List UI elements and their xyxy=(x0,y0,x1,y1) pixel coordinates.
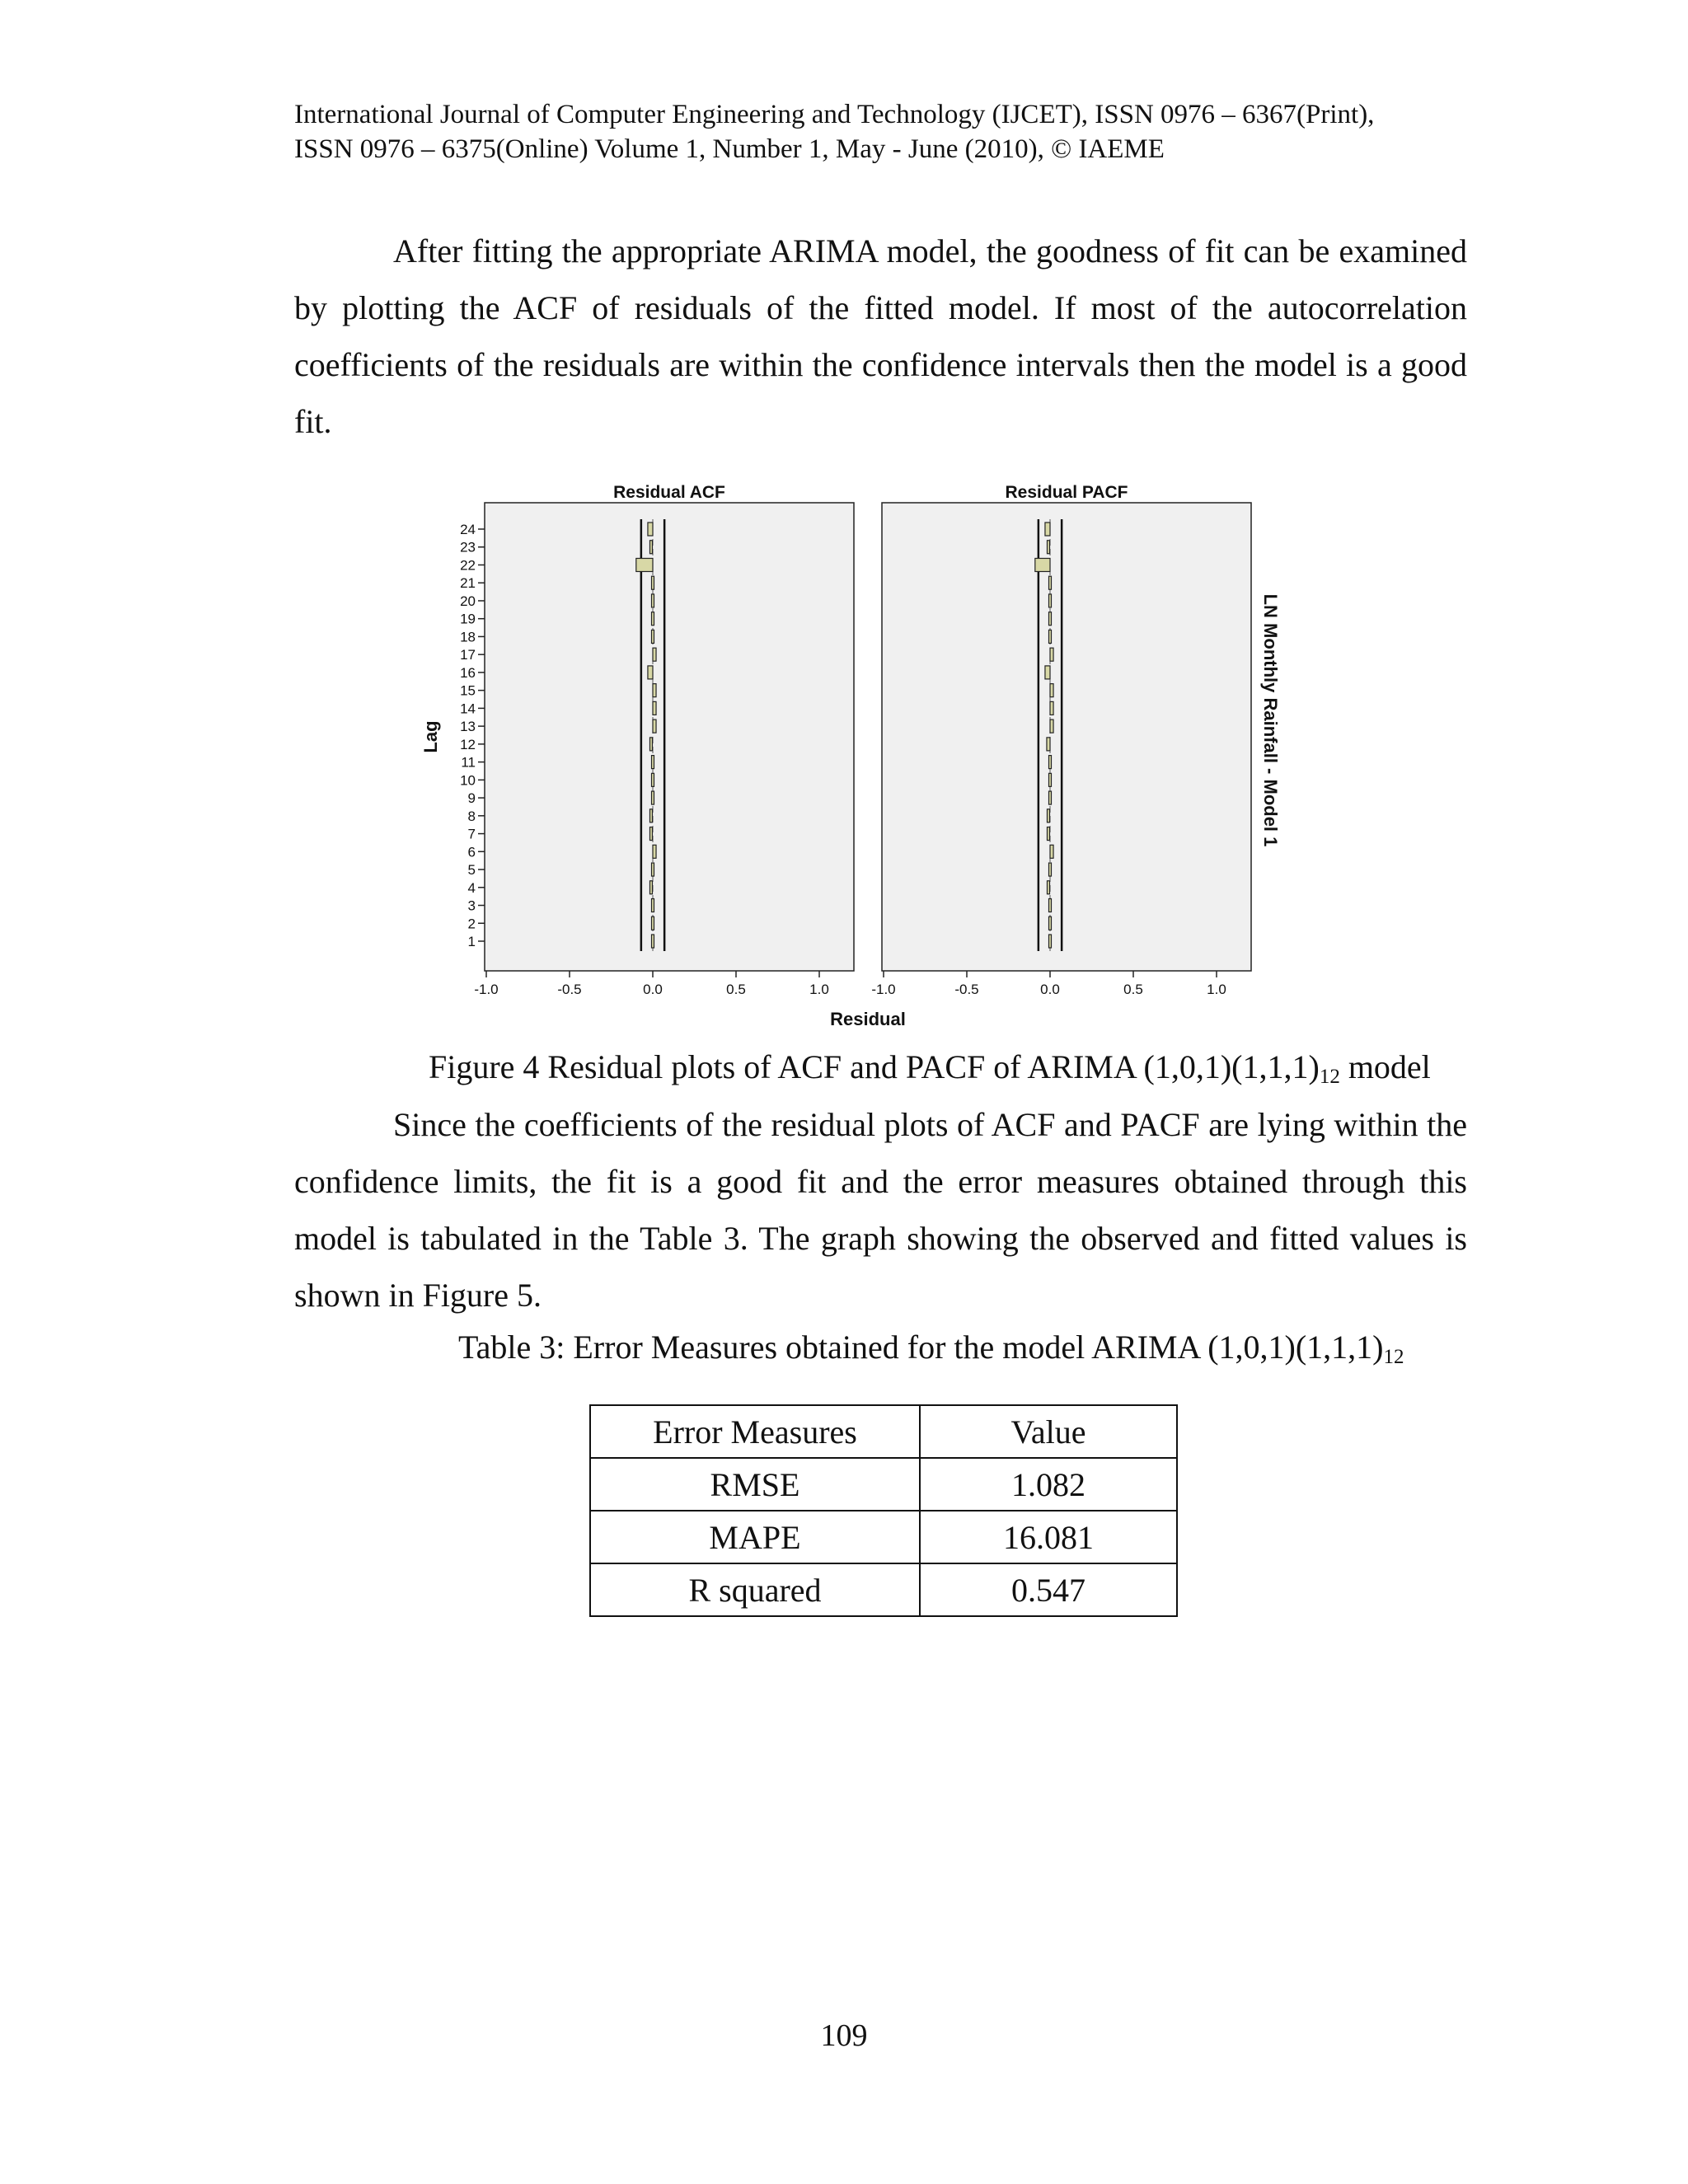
x-tick-label: -1.0 xyxy=(871,982,896,997)
residual-bar xyxy=(649,827,652,841)
table-cell: R squared xyxy=(590,1563,920,1616)
y-tick-label: 12 xyxy=(460,736,476,752)
x-axis-label: Residual xyxy=(830,1009,906,1029)
plot-panel xyxy=(882,503,1251,971)
x-tick-label: -0.5 xyxy=(954,982,979,997)
y-tick-label: 15 xyxy=(460,682,476,699)
table-cell: 16.081 xyxy=(920,1511,1177,1563)
residual-bar xyxy=(1050,684,1053,697)
residual-bar xyxy=(636,558,653,571)
table-header-cell: Value xyxy=(920,1405,1177,1458)
y-tick-label: 13 xyxy=(460,719,476,735)
residual-acf-pacf-chart xyxy=(412,478,1286,1038)
x-tick-label: 1.0 xyxy=(1207,982,1226,997)
y-tick-label: 21 xyxy=(460,575,476,592)
model-label: LN Monthly Rainfall - Model 1 xyxy=(1260,593,1281,847)
residual-bar xyxy=(653,845,656,858)
y-tick-label: 16 xyxy=(460,664,476,681)
residual-bar xyxy=(652,612,654,626)
y-tick-label: 4 xyxy=(467,879,476,896)
figure-caption-suffix: model xyxy=(1339,1048,1431,1085)
y-tick-label: 19 xyxy=(460,611,476,627)
x-tick-label: -0.5 xyxy=(557,982,582,997)
residual-bar xyxy=(1050,701,1053,715)
residual-bar xyxy=(1049,773,1052,786)
residual-bar xyxy=(1049,935,1052,948)
y-tick-label: 3 xyxy=(467,898,476,914)
residual-bar xyxy=(1049,612,1052,626)
residual-bar xyxy=(648,666,653,679)
residual-bar xyxy=(649,541,652,554)
residual-bar xyxy=(1047,738,1050,751)
table-cell: RMSE xyxy=(590,1458,920,1511)
residual-bar xyxy=(652,756,654,769)
y-tick-label: 18 xyxy=(460,629,476,645)
residual-bar xyxy=(1049,630,1052,643)
residual-bar xyxy=(652,863,654,876)
x-tick-label: -1.0 xyxy=(474,982,499,997)
table-caption-text: Table 3: Error Measures obtained for the model ARIMA (1,0,1)(1,1,1) xyxy=(458,1329,1384,1366)
paragraph-fit-results: Since the coefficients of the residual plots of ACF and PACF are lying within the confidence limits, the fit is a good fit and the error measures obtained through this model is tabulated in the Table 3. The graph showing the observed and fitted values is shown in Figure 5. xyxy=(294,1106,1467,1314)
residual-bar xyxy=(1047,827,1049,841)
residual-bar xyxy=(1050,719,1053,733)
y-tick-label: 6 xyxy=(467,844,476,860)
residual-bar xyxy=(653,701,656,715)
table-row xyxy=(590,1458,1177,1511)
residual-bar xyxy=(649,809,652,823)
table-cell: 1.082 xyxy=(920,1458,1177,1511)
table-cell: 0.547 xyxy=(920,1563,1177,1616)
table-header-cell: Error Measures xyxy=(590,1405,920,1458)
residual-bar xyxy=(652,916,654,930)
residual-bar xyxy=(1050,845,1053,858)
residual-bar xyxy=(1047,881,1049,894)
y-tick-label: 24 xyxy=(460,522,476,537)
residual-bar xyxy=(1045,523,1050,536)
residual-bar xyxy=(652,791,654,804)
table-cell: MAPE xyxy=(590,1511,920,1563)
figure-caption-text: Figure 4 Residual plots of ACF and PACF of ARIMA (1,0,1)(1,1,1) xyxy=(429,1048,1320,1085)
residual-bar xyxy=(1049,916,1052,930)
residual-bar xyxy=(1035,558,1050,571)
residual-bar xyxy=(1049,594,1052,607)
residual-bar xyxy=(1049,791,1052,804)
residual-bar xyxy=(649,881,652,894)
residual-bar xyxy=(652,935,654,948)
figure-caption-sub: 12 xyxy=(1319,1066,1340,1088)
table-row xyxy=(590,1511,1177,1563)
residual-bar xyxy=(652,630,654,643)
table-caption xyxy=(458,1327,1404,1368)
y-tick-label: 8 xyxy=(467,808,476,824)
y-tick-label: 11 xyxy=(461,754,476,771)
y-tick-label: 2 xyxy=(467,916,476,932)
residual-bar xyxy=(652,899,654,912)
residual-bar xyxy=(653,719,656,733)
panel-title: Residual ACF xyxy=(613,483,725,502)
y-tick-label: 20 xyxy=(460,593,476,609)
y-tick-label: 22 xyxy=(460,557,476,574)
residual-bar xyxy=(1047,541,1049,554)
residual-bar xyxy=(652,773,654,786)
residual-bar xyxy=(1049,899,1052,912)
table-row xyxy=(590,1563,1177,1616)
y-axis-label: Lag xyxy=(420,720,441,753)
x-tick-label: 0.5 xyxy=(1123,982,1143,997)
residual-bar xyxy=(652,594,654,607)
header-line-2: ISSN 0976 – 6375(Online) Volume 1, Number 1, May - June (2010), © IAEME xyxy=(294,134,1165,164)
y-tick-label: 10 xyxy=(460,772,476,789)
residual-bar xyxy=(1049,863,1052,876)
residual-bar xyxy=(653,648,656,661)
x-tick-label: 0.5 xyxy=(726,982,746,997)
x-tick-label: 0.0 xyxy=(1040,982,1060,997)
y-tick-label: 5 xyxy=(467,862,476,879)
panel-title: Residual PACF xyxy=(1005,483,1128,502)
y-tick-label: 9 xyxy=(467,790,476,807)
residual-bar xyxy=(1049,756,1052,769)
paragraph-goodness-of-fit: After fitting the appropriate ARIMA model, the goodness of fit can be examined by plotting the ACF of residuals of the fitted model. If most of the autocorrelation coefficients of the residuals are within the confidence intervals then the model is a good fit. xyxy=(294,232,1467,440)
page-number: 109 xyxy=(820,2018,868,2053)
table-caption-sub: 12 xyxy=(1383,1346,1404,1368)
y-tick-label: 23 xyxy=(460,539,476,555)
residual-bar xyxy=(653,684,656,697)
residual-bar xyxy=(1049,576,1052,589)
x-tick-label: 1.0 xyxy=(809,982,829,997)
residual-bar xyxy=(652,576,654,589)
header-line-1: International Journal of Computer Engineering and Technology (IJCET), ISSN 0976 – 6367(Print), xyxy=(294,100,1375,129)
residual-bar xyxy=(1050,648,1053,661)
residual-bar xyxy=(649,738,652,751)
residual-bar xyxy=(1047,809,1049,823)
figure-caption xyxy=(429,1047,1431,1088)
y-tick-label: 14 xyxy=(460,701,476,717)
error-measures-table xyxy=(589,1404,1178,1617)
plot-panel xyxy=(485,503,854,971)
journal-header xyxy=(294,97,1374,166)
y-tick-label: 1 xyxy=(467,934,476,949)
residual-bar xyxy=(648,523,653,536)
residual-bar xyxy=(1045,666,1050,679)
x-tick-label: 0.0 xyxy=(643,982,663,997)
table-header-row xyxy=(590,1405,1177,1458)
y-tick-label: 17 xyxy=(460,647,476,663)
y-tick-label: 7 xyxy=(467,826,476,842)
